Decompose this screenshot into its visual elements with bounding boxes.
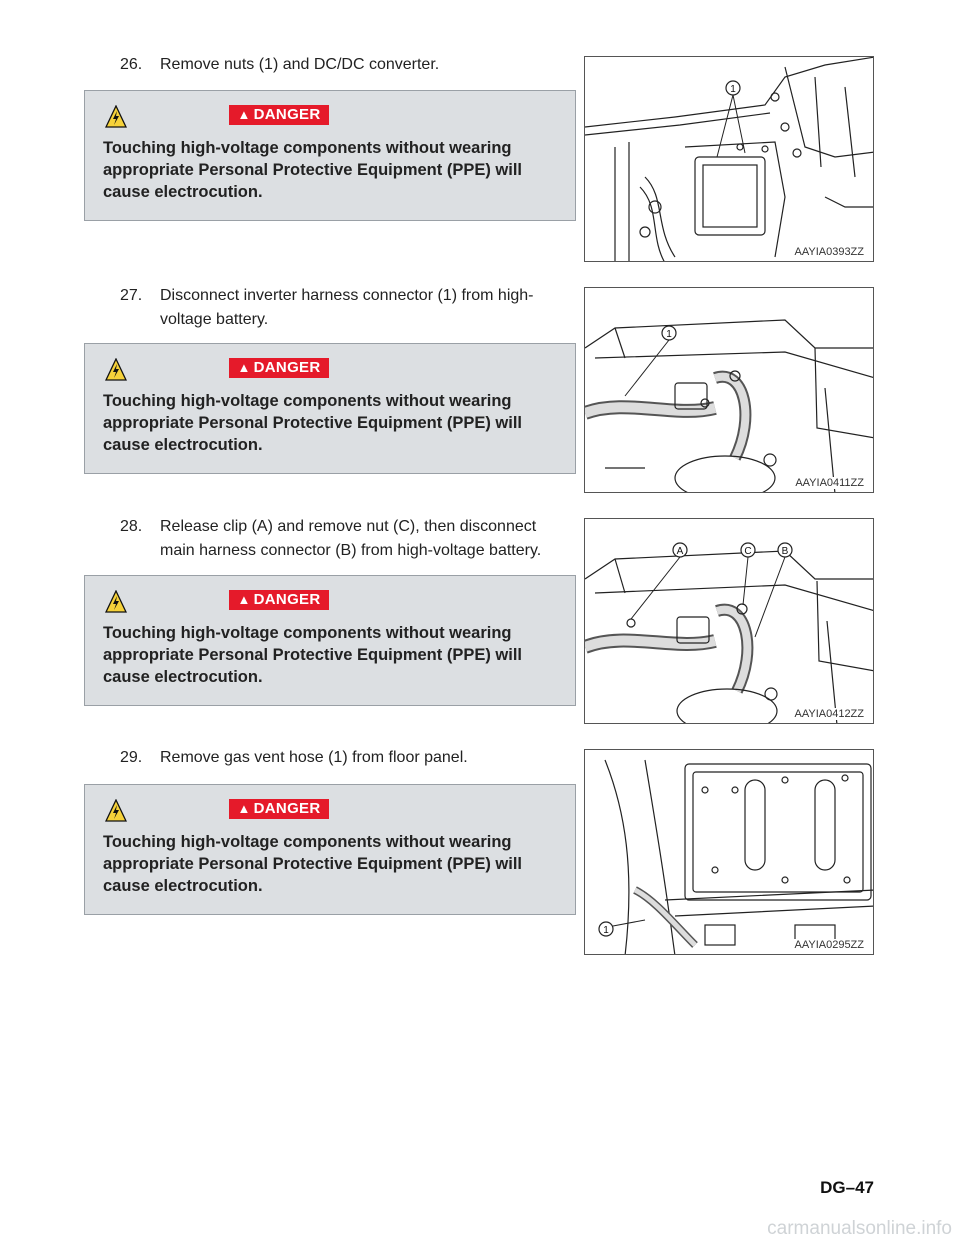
step-28-text: [120, 515, 560, 563]
step-instruction: Remove nuts (1) and DC/DC converter.: [160, 56, 440, 73]
step-instruction: Remove gas vent hose (1) from floor panel.: [160, 749, 468, 766]
step-27-text: [120, 284, 560, 332]
callout-label: A: [676, 546, 684, 557]
dcdc-converter-illustration: [585, 57, 874, 262]
warning-triangle-icon: ▲: [237, 801, 251, 816]
callout-label: B: [781, 546, 789, 557]
watermark: carmanualsonline.info: [767, 1218, 952, 1239]
high-voltage-icon: [105, 358, 127, 382]
danger-callout: [84, 784, 576, 915]
figure-code: AAYIA0393ZZ: [794, 246, 864, 258]
high-voltage-icon: [105, 590, 127, 614]
danger-label: DANGER: [253, 591, 321, 608]
danger-badge: [229, 799, 329, 819]
figure-step-27: [584, 287, 874, 493]
danger-badge: [229, 105, 329, 125]
figure-step-29: [584, 749, 874, 955]
step-instruction: Release clip (A) and remove nut (C), then disconnect main harness connector (B) from high-voltage battery.: [160, 518, 542, 559]
danger-message: Touching high-voltage components without wearing appropriate Personal Protective Equipment (PPE) will cause electrocution.: [103, 624, 523, 686]
callout-label: 1: [603, 925, 609, 936]
step-number: 27.: [120, 287, 143, 304]
figure-code: AAYIA0411ZZ: [795, 477, 864, 489]
high-voltage-icon: [105, 105, 127, 129]
danger-message: Touching high-voltage components without wearing appropriate Personal Protective Equipment (PPE) will cause electrocution.: [103, 139, 523, 201]
figure-code: AAYIA0295ZZ: [794, 939, 864, 951]
callout-label: 1: [730, 84, 736, 95]
danger-callout: [84, 575, 576, 706]
step-number: 26.: [120, 56, 143, 73]
danger-label: DANGER: [253, 359, 321, 376]
warning-triangle-icon: ▲: [237, 360, 251, 375]
step-26-text: [120, 53, 560, 77]
step-29-text: [120, 746, 560, 770]
inverter-harness-illustration: [585, 288, 874, 493]
danger-badge: [229, 358, 329, 378]
danger-message: Touching high-voltage components without wearing appropriate Personal Protective Equipment (PPE) will cause electrocution.: [103, 833, 523, 895]
danger-label: DANGER: [253, 800, 321, 817]
main-harness-illustration: [585, 519, 874, 724]
callout-label: 1: [666, 329, 672, 340]
step-instruction: Disconnect inverter harness connector (1) from high-voltage battery.: [160, 287, 534, 328]
danger-message: Touching high-voltage components without wearing appropriate Personal Protective Equipment (PPE) will cause electrocution.: [103, 392, 523, 454]
high-voltage-icon: [105, 799, 127, 823]
danger-label: DANGER: [253, 106, 321, 123]
figure-code: AAYIA0412ZZ: [794, 708, 864, 720]
step-number: 29.: [120, 749, 143, 766]
step-number: 28.: [120, 518, 143, 535]
danger-badge: [229, 590, 329, 610]
gas-vent-hose-illustration: [585, 750, 874, 955]
figure-step-26: [584, 56, 874, 262]
warning-triangle-icon: ▲: [237, 107, 251, 122]
callout-label: C: [744, 546, 752, 557]
danger-callout: [84, 343, 576, 474]
danger-callout: [84, 90, 576, 221]
figure-step-28: [584, 518, 874, 724]
warning-triangle-icon: ▲: [237, 592, 251, 607]
page-number: DG–47: [820, 1178, 874, 1197]
